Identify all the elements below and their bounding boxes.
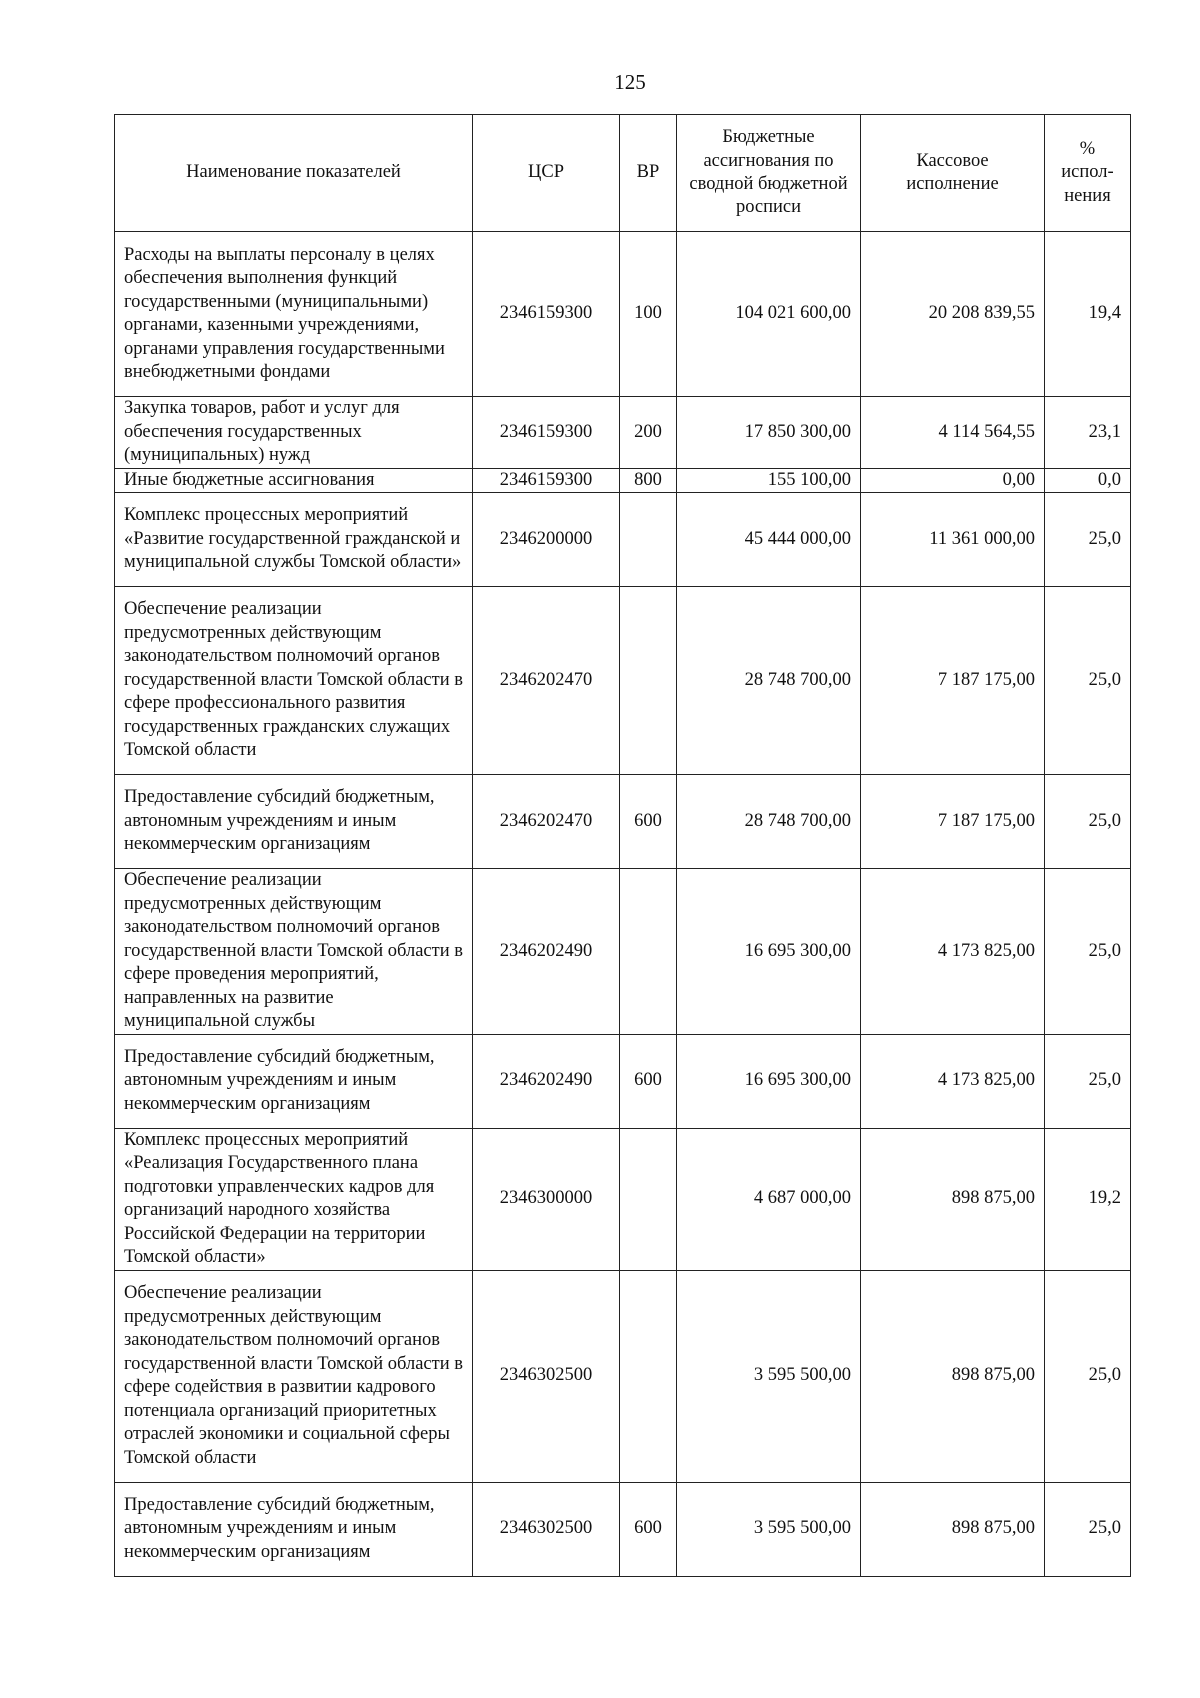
row-budget: 3 595 500,00 [677,1270,861,1482]
row-budget: 155 100,00 [677,468,861,493]
row-percent: 25,0 [1045,493,1131,587]
row-vr [620,869,677,1035]
row-cash: 20 208 839,55 [861,232,1045,397]
row-name: Комплекс процессных мероприятий «Развитие государственной гражданской и муниципальной службы Томской области» [115,493,473,587]
row-budget: 17 850 300,00 [677,397,861,469]
row-cash: 7 187 175,00 [861,775,1045,869]
row-cash: 898 875,00 [861,1270,1045,1482]
row-budget: 104 021 600,00 [677,232,861,397]
budget-execution-table [114,114,1131,1577]
row-name: Иные бюджетные ассигнования [115,468,473,493]
table-row [115,397,1131,469]
row-vr: 100 [620,232,677,397]
row-cash: 11 361 000,00 [861,493,1045,587]
row-budget: 16 695 300,00 [677,1034,861,1128]
row-cash: 898 875,00 [861,1482,1045,1576]
page-number: 125 [614,70,646,94]
row-name: Комплекс процессных мероприятий «Реализация Государственного плана подготовки управленческих кадров для организаций народного хозяйства Российской Федерации на территории Томской области» [115,1128,473,1270]
row-name: Обеспечение реализации предусмотренных действующим законодательством полномочий органов государственной власти Томской области в сфере содействия в развитии кадрового потенциала организаций приоритетных отраслей экономики и социальной сферы Томской области [115,1270,473,1482]
table-row [115,775,1131,869]
column-header-csr: ЦСР [473,115,620,232]
row-vr: 600 [620,1034,677,1128]
table-row [115,869,1131,1035]
row-name: Предоставление субсидий бюджетным, автономным учреждениям и иным некоммерческим организациям [115,775,473,869]
row-percent: 0,0 [1045,468,1131,493]
row-vr: 600 [620,775,677,869]
row-percent: 25,0 [1045,1270,1131,1482]
row-cash: 0,00 [861,468,1045,493]
row-cash: 4 114 564,55 [861,397,1045,469]
row-csr: 2346202490 [473,1034,620,1128]
row-name: Расходы на выплаты персоналу в целях обеспечения выполнения функций государственными (муниципальными) органами, казенными учреждениями, органами управления государственными внебюджетными фондами [115,232,473,397]
row-vr [620,1128,677,1270]
row-csr: 2346159300 [473,232,620,397]
row-vr [620,493,677,587]
column-header-percent: % испол-нения [1045,115,1131,232]
row-csr: 2346202490 [473,869,620,1035]
row-budget: 16 695 300,00 [677,869,861,1035]
row-percent: 23,1 [1045,397,1131,469]
row-percent: 19,4 [1045,232,1131,397]
row-percent: 25,0 [1045,1482,1131,1576]
row-vr [620,1270,677,1482]
row-budget: 28 748 700,00 [677,587,861,775]
row-vr [620,587,677,775]
row-cash: 7 187 175,00 [861,587,1045,775]
row-csr: 2346302500 [473,1482,620,1576]
row-name: Обеспечение реализации предусмотренных действующим законодательством полномочий органов государственной власти Томской области в сфере проведения мероприятий, направленных на развитие муниципальной службы [115,869,473,1035]
table-row [115,1034,1131,1128]
table-row [115,493,1131,587]
row-csr: 2346202470 [473,775,620,869]
row-percent: 25,0 [1045,775,1131,869]
row-cash: 898 875,00 [861,1128,1045,1270]
table-row [115,468,1131,493]
row-percent: 19,2 [1045,1128,1131,1270]
column-header-vr: ВР [620,115,677,232]
row-vr: 800 [620,468,677,493]
row-percent: 25,0 [1045,1034,1131,1128]
column-header-budget: Бюджетные ассигнования по сводной бюджетной росписи [677,115,861,232]
row-budget: 4 687 000,00 [677,1128,861,1270]
table-header-row [115,115,1131,232]
row-cash: 4 173 825,00 [861,869,1045,1035]
row-csr: 2346159300 [473,397,620,469]
row-csr: 2346159300 [473,468,620,493]
row-percent: 25,0 [1045,869,1131,1035]
row-name: Предоставление субсидий бюджетным, автономным учреждениям и иным некоммерческим организациям [115,1034,473,1128]
row-percent: 25,0 [1045,587,1131,775]
row-csr: 2346300000 [473,1128,620,1270]
row-vr: 600 [620,1482,677,1576]
row-name: Обеспечение реализации предусмотренных действующим законодательством полномочий органов государственной власти Томской области в сфере профессионального развития государственных гражданских служащих Томской области [115,587,473,775]
row-name: Закупка товаров, работ и услуг для обеспечения государственных (муниципальных) нужд [115,397,473,469]
table-row [115,1482,1131,1576]
row-csr: 2346200000 [473,493,620,587]
table-row [115,1270,1131,1482]
column-header-name: Наименование показателей [115,115,473,232]
row-csr: 2346302500 [473,1270,620,1482]
table-row [115,1128,1131,1270]
row-budget: 45 444 000,00 [677,493,861,587]
row-budget: 3 595 500,00 [677,1482,861,1576]
row-vr: 200 [620,397,677,469]
row-budget: 28 748 700,00 [677,775,861,869]
column-header-cash: Кассовое исполнение [861,115,1045,232]
row-name: Предоставление субсидий бюджетным, автономным учреждениям и иным некоммерческим организациям [115,1482,473,1576]
row-csr: 2346202470 [473,587,620,775]
row-cash: 4 173 825,00 [861,1034,1045,1128]
table-row [115,232,1131,397]
table-row [115,587,1131,775]
